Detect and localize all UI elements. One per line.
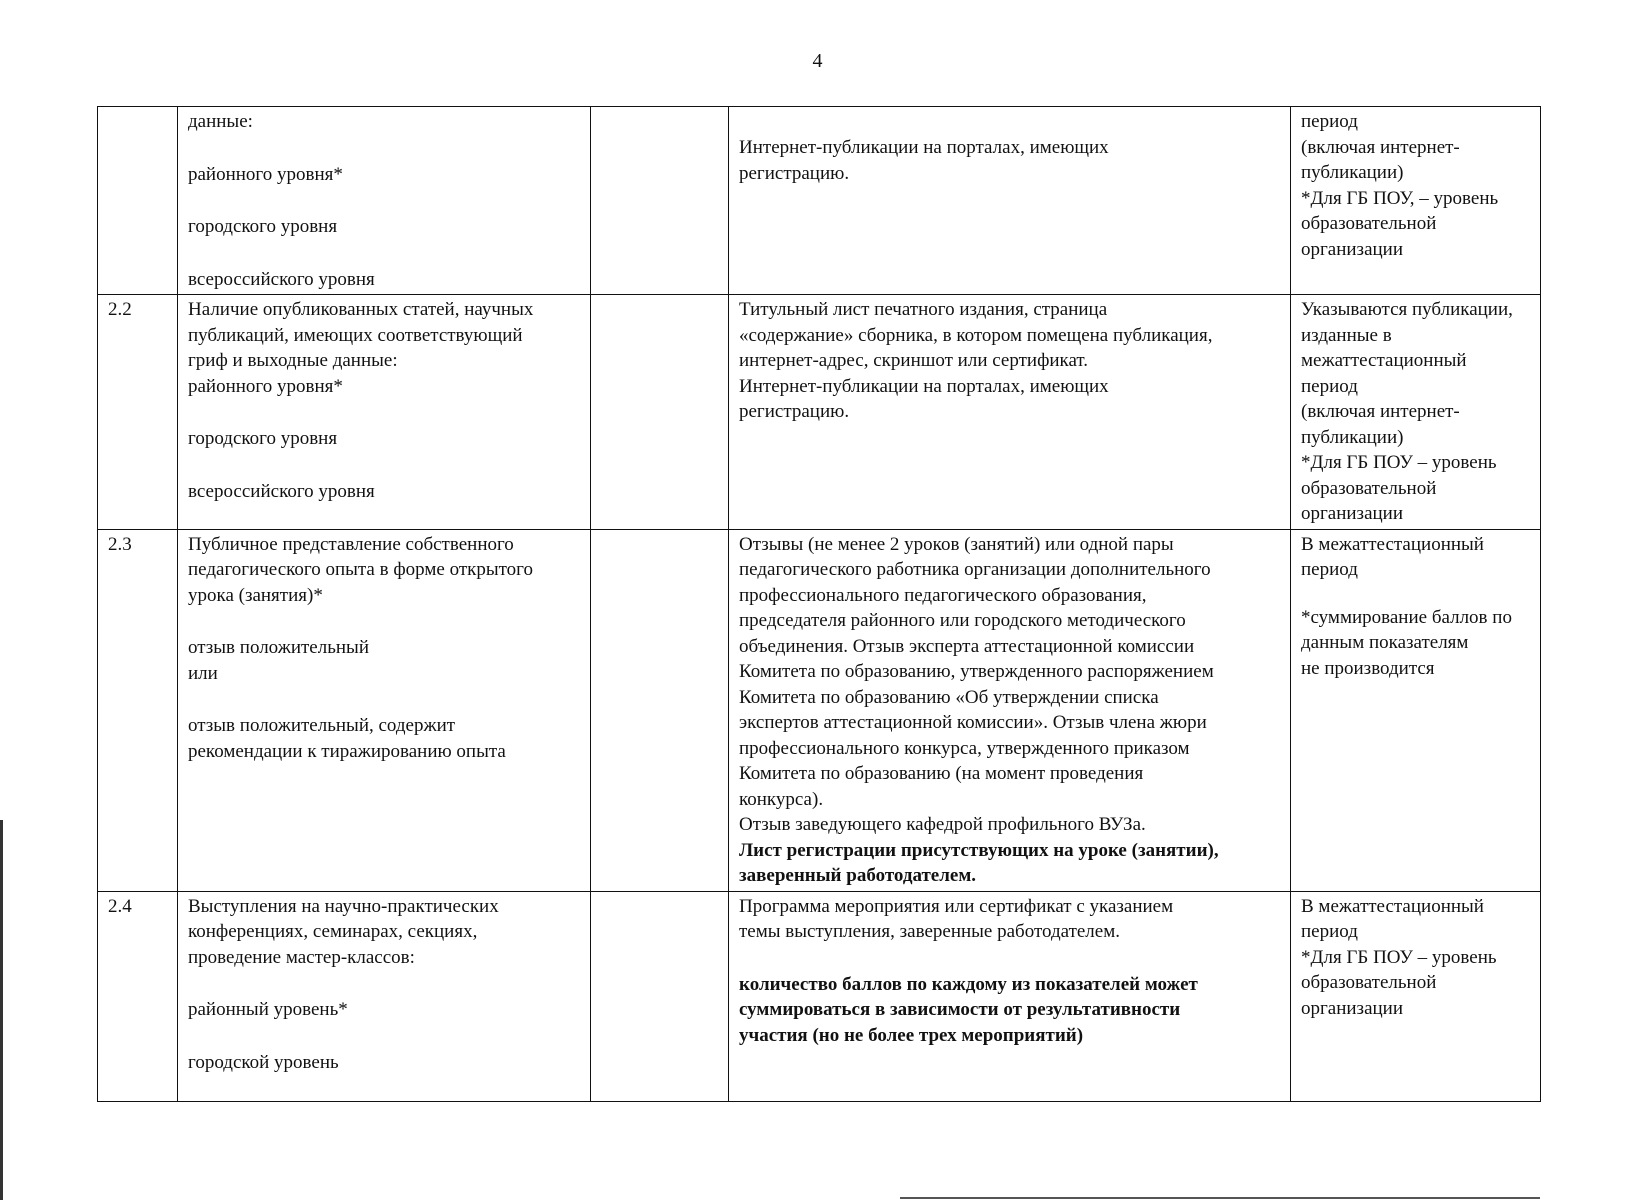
scan-artifact-line [900,1197,1540,1199]
criterion-line: данные: [188,111,253,132]
note-line: *Для ГБ ПОУ, – уровень [1301,187,1499,209]
note-line: период [1301,375,1358,397]
criterion-line: Выступления на научно-практических [188,895,499,917]
criterion-line: всероссийского уровня [188,480,375,502]
documents-cell [729,295,1291,530]
scan-edge-line [0,820,3,1200]
criterion-cell [178,891,591,1101]
note-line: межаттестационный [1301,350,1467,371]
documents-line: Интернет-публикации на порталах, имеющих [739,137,1109,158]
note-line: образовательной [1301,972,1437,993]
criterion-cell [178,295,591,530]
table-row [98,529,1541,891]
note-line: организации [1301,238,1404,260]
criterion-line: публикаций, имеющих соответствующий [188,324,523,346]
note-line: образовательной [1301,477,1437,499]
score-cell [591,891,729,1101]
note-cell [1291,107,1541,295]
documents-bold-line: количество баллов по каждому из показателей может [739,973,1198,995]
note-line: публикации) [1301,162,1404,183]
documents-line: объединения. Отзыв эксперта аттестационной комиссии [739,635,1195,657]
documents-line: профессионального педагогического образования, [739,584,1147,606]
criterion-line: районного уровня* [188,163,343,185]
note-cell [1291,529,1541,891]
criterion-line: городского уровня [188,216,338,237]
criterion-line: отзыв положительный, содержит [188,715,456,736]
score-cell [591,107,729,295]
page-number: 4 [812,50,823,72]
criterion-line: или [188,662,218,684]
documents-line: педагогического работника организации дополнительного [739,559,1211,580]
criterion-line: рекомендации к тиражированию опыта [188,740,506,762]
documents-line: «содержание» сборника, в котором помещена публикация, [739,324,1213,346]
documents-bold-line: участия (но не более трех мероприятий) [739,1024,1084,1046]
note-line: период [1301,111,1358,132]
note-cell [1291,891,1541,1101]
score-cell [591,295,729,530]
row-number-cell: 2.4 [98,891,178,1101]
note-cell [1291,295,1541,530]
documents-line: регистрацию. [739,162,850,184]
note-line: В межаттестационный [1301,533,1484,555]
documents-line: Отзыв заведующего кафедрой профильного ВУЗа. [739,814,1146,835]
criterion-line: отзыв положительный [188,637,369,658]
note-line: образовательной [1301,213,1437,234]
documents-line: Титульный лист печатного издания, страница [739,299,1108,320]
note-line: Указываются публикации, [1301,299,1513,320]
documents-line: конкурса). [739,788,824,810]
criterion-line: проведение мастер-классов: [188,946,415,968]
score-cell [591,529,729,891]
criterion-line: Публичное представление собственного [188,533,514,555]
note-line: *Для ГБ ПОУ – уровень [1301,452,1497,473]
table-row [98,295,1541,530]
note-line: (включая интернет- [1301,401,1460,422]
row-number-cell [98,107,178,295]
documents-line: Интернет-публикации на порталах, имеющих [739,375,1109,397]
documents-line: Отзывы (не менее 2 уроков (занятий) или одной пары [739,533,1174,555]
documents-line: интернет-адрес, скриншот или сертификат. [739,350,1089,371]
note-line: организации [1301,997,1404,1019]
documents-line: Комитета по образованию «Об утверждении списка [739,686,1159,708]
criterion-line: всероссийского уровня [188,268,375,290]
documents-line: регистрацию. [739,401,850,422]
criterion-line: районного уровня* [188,375,343,397]
documents-line: Комитета по образованию (на момент проведения [739,763,1144,784]
documents-bold-line: Лист регистрации присутствующих на уроке (занятии), [739,839,1219,861]
criterion-line: конференциях, семинарах, секциях, [188,921,478,942]
table-row [98,107,1541,295]
criterion-line: педагогического опыта в форме открытого [188,559,533,580]
documents-line: экспертов аттестационной комиссии». Отзыв члена жюри [739,712,1207,733]
note-line: период [1301,559,1358,580]
row-number-cell: 2.3 [98,529,178,891]
criterion-line: городского уровня [188,428,338,449]
note-line: организации [1301,503,1404,524]
note-line: публикации) [1301,426,1404,448]
documents-bold-line: заверенный работодателем. [739,865,977,886]
documents-line: Комитета по образованию, утвержденного распоряжением [739,661,1214,682]
criterion-line: гриф и выходные данные: [188,350,398,371]
note-line: изданные в [1301,324,1392,346]
documents-line: Программа мероприятия или сертификат с указанием [739,895,1174,917]
criterion-line: районный уровень* [188,999,348,1020]
criterion-cell [178,529,591,891]
documents-cell [729,891,1291,1101]
documents-cell [729,107,1291,295]
criterion-cell [178,107,591,295]
criteria-table [97,106,1541,1102]
note-line: не производится [1301,657,1435,679]
row-number-cell: 2.2 [98,295,178,530]
note-line: (включая интернет- [1301,136,1460,158]
table-row [98,891,1541,1101]
note-line: *Для ГБ ПОУ – уровень [1301,946,1497,968]
note-line: В межаттестационный [1301,895,1484,917]
documents-line: председателя районного или городского методического [739,610,1186,631]
documents-cell [729,529,1291,891]
documents-bold-line: суммироваться в зависимости от результативности [739,999,1181,1020]
note-line: *суммирование баллов по [1301,606,1512,628]
note-line: данным показателям [1301,632,1469,653]
documents-line: темы выступления, заверенные работодателем. [739,921,1120,942]
documents-line: профессионального конкурса, утвержденного приказом [739,737,1190,759]
note-line: период [1301,921,1358,942]
criterion-line: городской уровень [188,1051,339,1073]
criterion-line: Наличие опубликованных статей, научных [188,299,534,320]
criterion-line: урока (занятия)* [188,584,323,606]
